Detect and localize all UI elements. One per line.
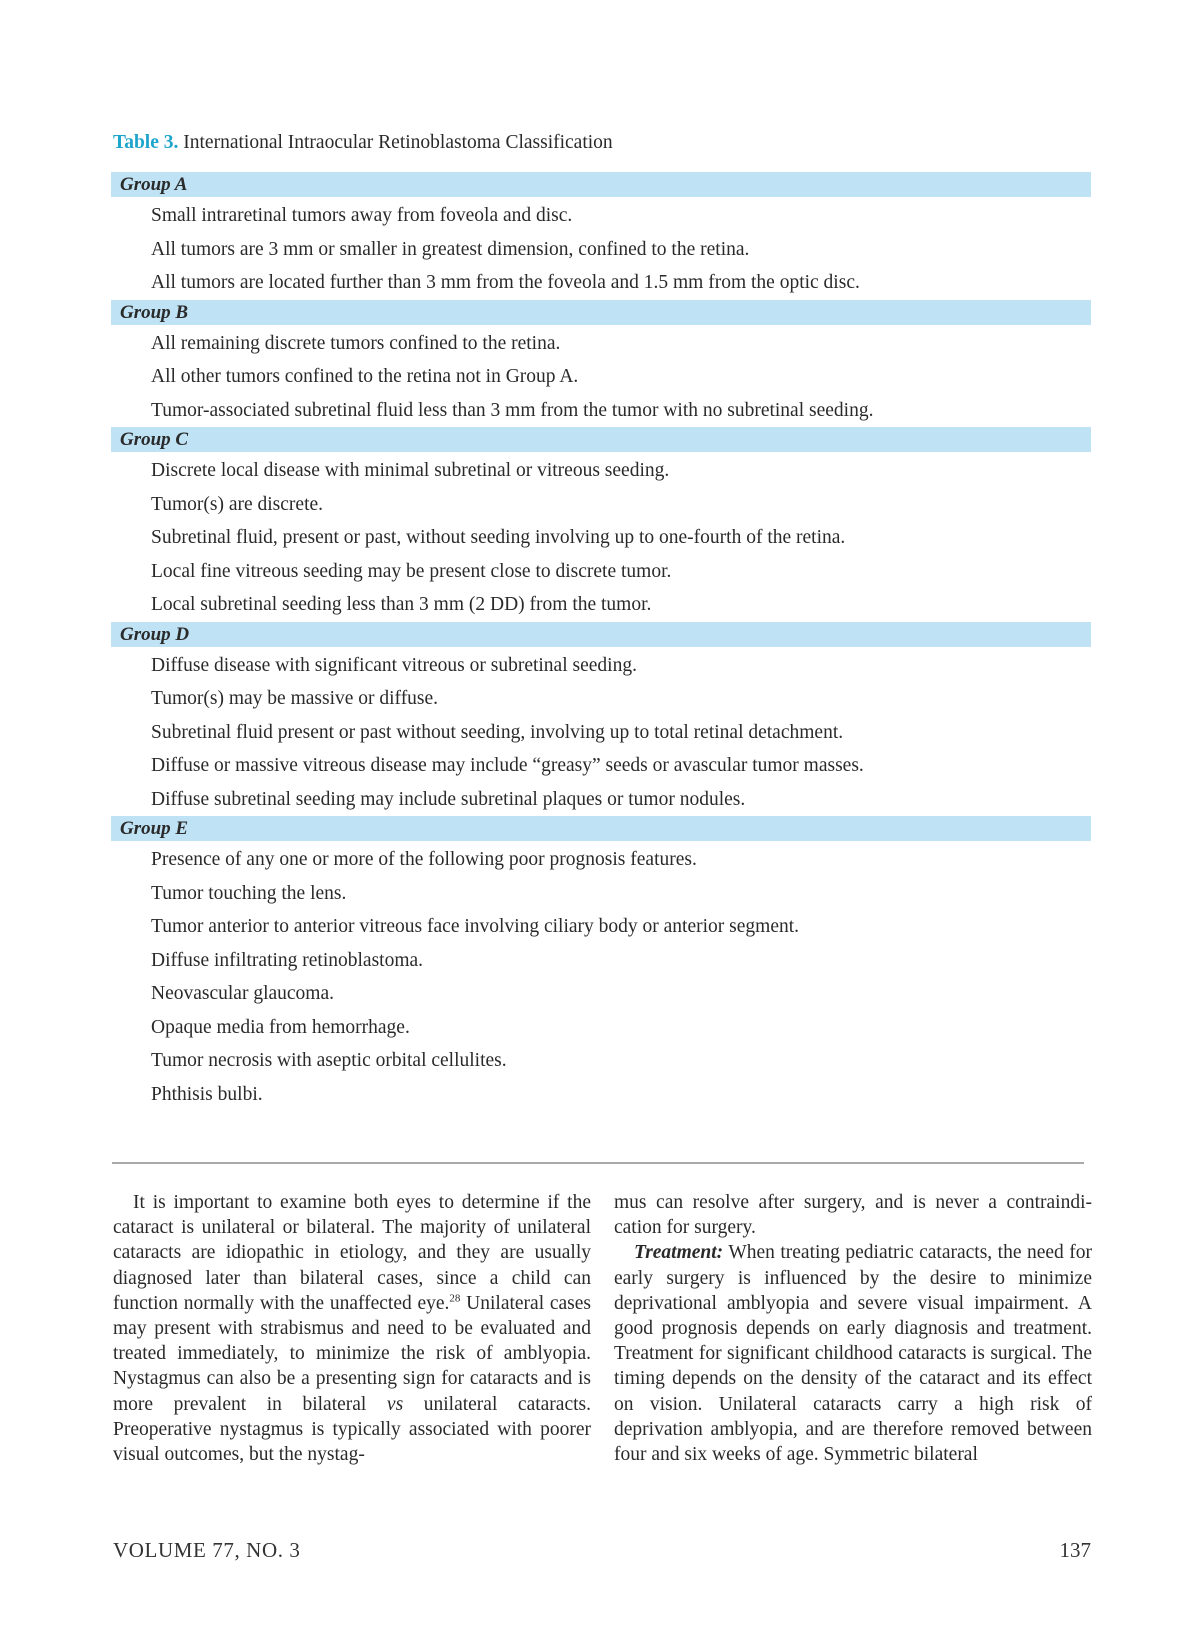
group-header: Group E <box>111 816 1091 841</box>
table-row: Local subretinal seeding less than 3 mm (2 DD) from the tumor. <box>151 594 652 615</box>
table-row: Diffuse disease with significant vitreous or subretinal seeding. <box>151 654 637 676</box>
table-caption-label: Table 3. <box>113 132 179 153</box>
table-row: Discrete local disease with minimal subretinal or vitreous seeding. <box>151 460 670 481</box>
section-run-in-heading: Treatment: <box>634 1242 724 1264</box>
body-text: unilateral cataracts. Preoperative nystagmus is typically associated with poorer visual outcomes, but the nystag- <box>113 1393 591 1466</box>
body-paragraph <box>113 1190 591 1467</box>
classification-table <box>111 172 1091 1111</box>
body-paragraph: mus can resolve after surgery, and is never a contraindi-cation for surgery. <box>614 1192 1092 1239</box>
table-row: Tumor-associated subretinal fluid less than 3 mm from the tumor with no subretinal seeding. <box>151 399 874 421</box>
table-row: Diffuse infiltrating retinoblastoma. <box>151 949 424 971</box>
table-caption-text: International Intraocular Retinoblastoma Classification <box>183 132 613 153</box>
reference-superscript: 28 <box>449 1292 461 1305</box>
table-row: Subretinal fluid present or past without seeding, involving up to total retinal detachment. <box>151 721 844 743</box>
table-row: Tumor(s) may be massive or diffuse. <box>151 688 439 709</box>
group-header: Group A <box>111 172 1091 197</box>
body-paragraph <box>614 1240 1092 1467</box>
footer-page-number: 137 <box>1059 1538 1091 1562</box>
body-text: It is important to examine both eyes to determine if the cataract is unilateral or bilateral. The majority of unilateral cataracts are idiopathic in etiology, and they are usually diagnosed later than bilateral cases, since a child can function normally with the unaffected eye. <box>113 1192 591 1314</box>
group-header: Group C <box>111 427 1091 452</box>
table-row: Tumor touching the lens. <box>151 882 347 904</box>
table-row: All tumors are 3 mm or smaller in greatest dimension, confined to the retina. <box>151 238 750 260</box>
body-italic-text: vs <box>386 1393 404 1415</box>
group-header: Group B <box>111 300 1091 325</box>
table-row: Tumor anterior to anterior vitreous face involving ciliary body or anterior segment. <box>151 916 800 937</box>
table-row: Local fine vitreous seeding may be present close to discrete tumor. <box>151 560 672 582</box>
table-row: Presence of any one or more of the following poor prognosis features. <box>151 849 697 870</box>
table-row: Diffuse subretinal seeding may include subretinal plaques or tumor nodules. <box>151 788 746 810</box>
table-row: Tumor necrosis with aseptic orbital cellulites. <box>151 1050 507 1071</box>
body-text: Unilateral cases may present with strabismus and need to be evaluated and treated immediately, to minimize the risk of amblyopia. Nystagmus can also be a presenting sign for cataracts and is more prevalent in bilateral <box>113 1292 591 1415</box>
table-row: Opaque media from hemorrhage. <box>151 1016 410 1038</box>
body-text: When treating pediatric cataracts, the need for early surgery is influenced by the desire to minimize deprivational amblyopia and severe visual impairment. A good prognosis depends on early diagnosis and treatment. Treatment for significant childhood cataracts is surgical. The timing depends on the density of the cataract and its effect on vision. Unilateral cataracts carry a high risk of deprivation amblyopia, and are therefore removed between four and six weeks of age. Symmetric bilateral <box>614 1242 1092 1466</box>
table-row: All tumors are located further than 3 mm from the foveola and 1.5 mm from the optic disc. <box>151 272 860 293</box>
body-column-right <box>614 1190 1092 1467</box>
table-row: Diffuse or massive vitreous disease may include “greasy” seeds or avascular tumor masses. <box>151 755 864 776</box>
table-caption <box>113 131 613 155</box>
footer-volume: VOLUME 77, NO. 3 <box>113 1538 301 1562</box>
body-column-left <box>113 1190 591 1467</box>
table-row: Subretinal fluid, present or past, without seeding involving up to one-fourth of the retina. <box>151 527 846 548</box>
table-row: All other tumors confined to the retina not in Group A. <box>151 366 579 387</box>
table-row: Neovascular glaucoma. <box>151 983 335 1004</box>
table-divider <box>112 1162 1084 1164</box>
table-row: Tumor(s) are discrete. <box>151 493 324 515</box>
table-row: Small intraretinal tumors away from foveola and disc. <box>151 205 573 226</box>
group-header: Group D <box>111 622 1091 647</box>
table-row: Phthisis bulbi. <box>151 1083 263 1105</box>
table-row: All remaining discrete tumors confined to the retina. <box>151 332 561 354</box>
